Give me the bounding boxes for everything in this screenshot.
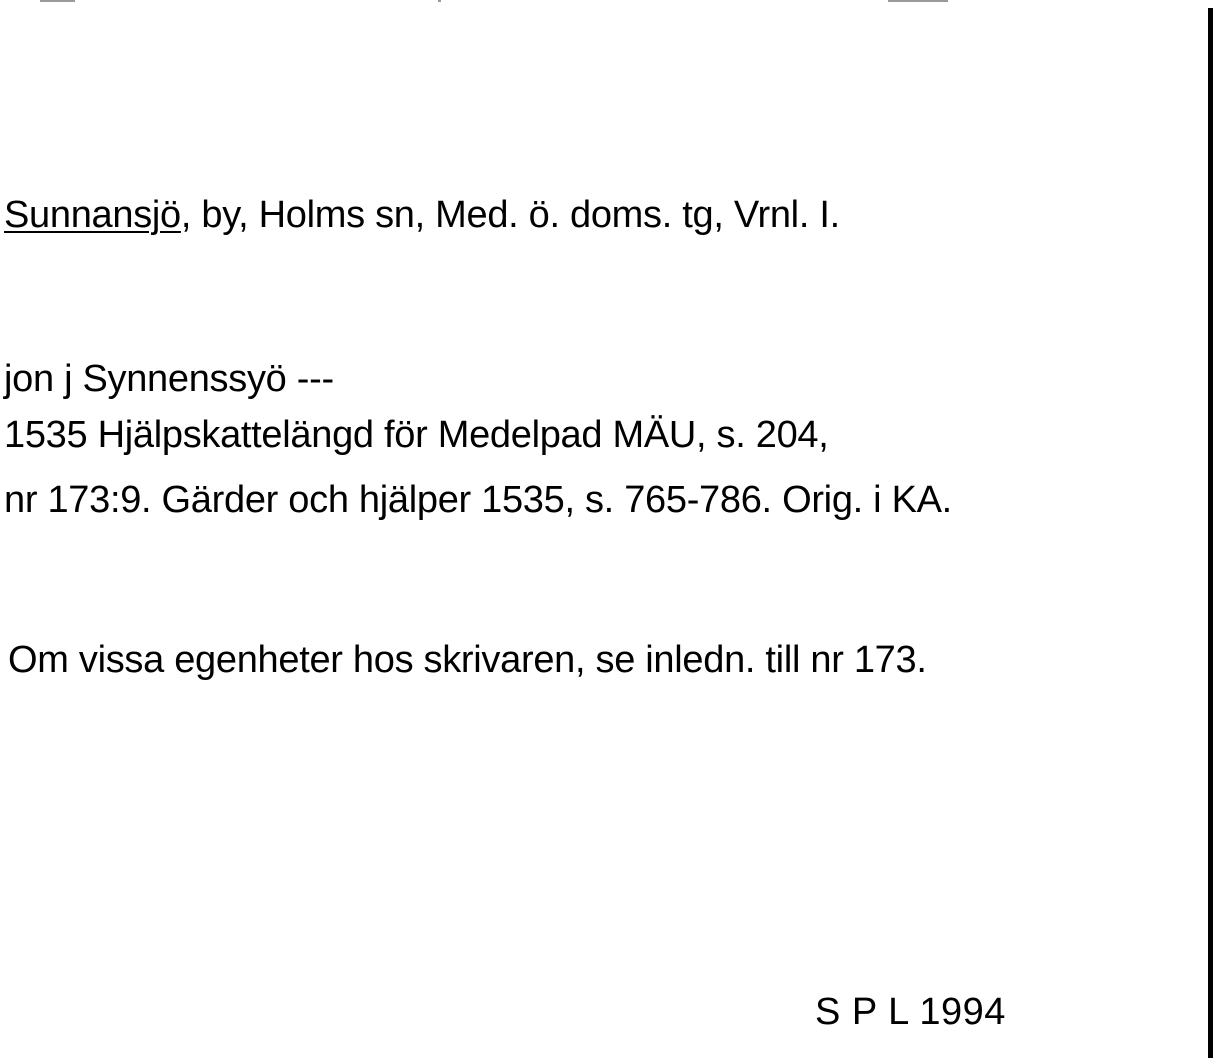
scan-artifact xyxy=(438,0,441,2)
scan-artifact xyxy=(40,0,75,2)
place-name: Sunnansjö xyxy=(4,194,181,236)
source-quote: jon j Synnenssyö --- xyxy=(4,358,334,400)
source-reference-line-2: nr 173:9. Gärder och hjälper 1535, s. 765-786. Orig. i KA. xyxy=(4,479,952,521)
card-heading xyxy=(4,193,840,237)
card-edge-line xyxy=(1208,8,1213,1058)
place-details: , by, Holms sn, Med. ö. doms. tg, Vrnl. I. xyxy=(180,194,840,236)
card-note: Om vissa egenheter hos skrivaren, se inledn. till nr 173. xyxy=(8,639,927,681)
card-signature: S P L 1994 xyxy=(815,991,1006,1033)
scan-artifact xyxy=(888,0,948,2)
source-reference-line-1: 1535 Hjälpskattelängd för Medelpad MÄU, s. 204, xyxy=(4,414,829,456)
